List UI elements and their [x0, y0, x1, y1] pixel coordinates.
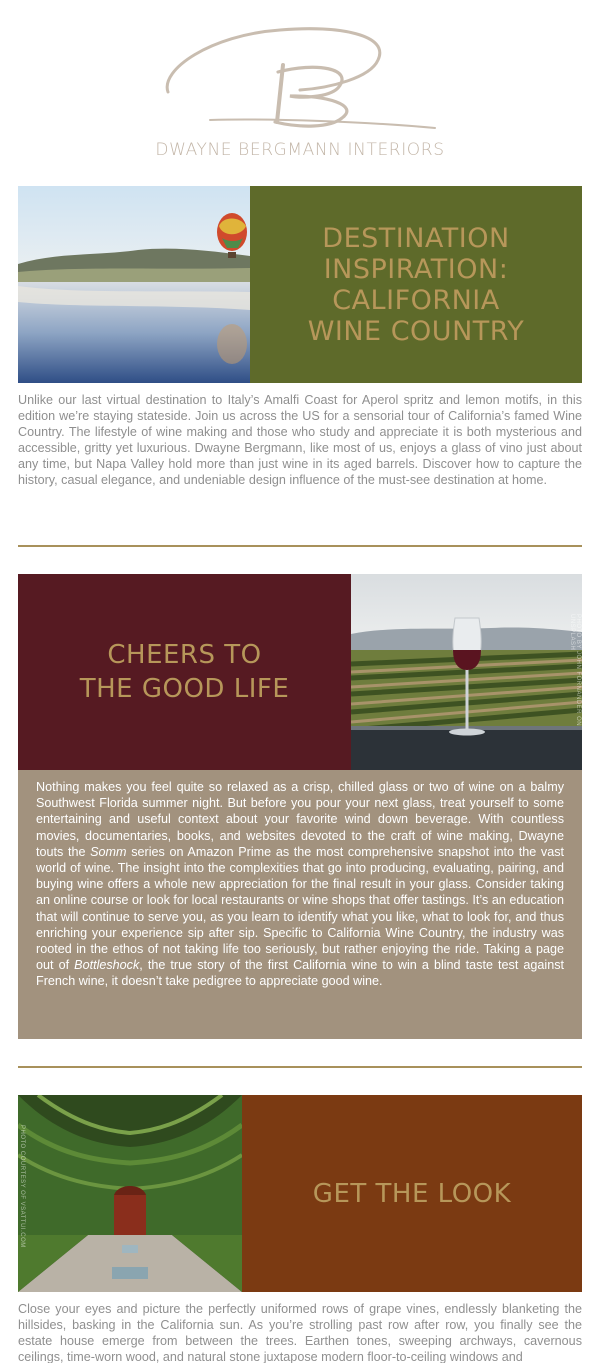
get-the-look-title-panel [242, 1095, 582, 1292]
get-the-look-hero [18, 1095, 582, 1292]
cheers-title-panel [18, 574, 351, 770]
photo-credit: PHOTO COURTESY OF VSATTUI.COM [19, 1125, 25, 1248]
section-divider [18, 1066, 582, 1068]
brand-name: DWAYNE BERGMANN INTERIORS [155, 140, 445, 160]
destination-title-panel [250, 186, 582, 383]
cheers-paragraph: Nothing makes you feel quite so relaxed as a crisp, chilled glass or two of wine on a balmy Southwest Florida summer night. But before you pour your next glass, treat yourself to some entertaining and useful context about your favorite wind down beverage. With countless movies, documentaries, books, and websites devoted to the craft of wine making, Dwayne touts the Somm series on Amazon Prime as the most comprehensive snapshot into the vast world of wine. The insight into the complexities that go into producing, evaluating, pairing, and buying wine offers a whole new appreciation for the final result in your glass. Consider taking an online course or look for local restaurants or wine shops that offer tastings. It’s an education that will continue to serve you, as you learn to identify what you like, what to look for, and thus enriching your experience sip after sip. Specific to California Wine Country, the industry was rooted in the ethos of not taking life too seriously, but rather enjoying the ride. Taking a page out of Bottleshock, the true story of the first California wine to win a blind taste test against French wine, it doesn’t take pedigree to appreciate good wine. [36, 780, 564, 989]
destination-hero [18, 186, 582, 383]
get-the-look-paragraph: Close your eyes and picture the perfectly uniformed rows of grape vines, endlessly blanketing the hillsides, basking in the California sun. As you’re strolling past row after row, you finally see the estate house emerge from between the trees. Earthen tones, sweeping archways, cavernous ceilings, time-worn wood, and natural stone juxtapose modern floor-to-ceiling windows and [18, 1302, 582, 1363]
section-divider [18, 545, 582, 547]
photo-credit: PHOTO BY JOHN FORNANDER ON UNSPLASH [569, 614, 581, 727]
intro-paragraph: Unlike our last virtual destination to Italy’s Amalfi Coast for Aperol spritz and lemon motifs, in this edition we’re staying stateside. Join us across the US for a sensorial tour of California’s famed Wine Country. The lifestyle of wine making and those who study and appreciate it is both mysterious and accessible, gritty yet luxurious. Dwayne Bergmann, like most of us, enjoys a glass of vino just about any time, but Napa Valley hold more than just wine in its aged barrels. Discover how to capture the history, casual elegance, and undeniable design influence of the must-see destination at home. [18, 393, 582, 487]
vineyard-wineglass-photo [351, 574, 582, 770]
brand-header [0, 0, 600, 175]
db-monogram-icon [150, 10, 450, 135]
cheers-title: CHEERS TO THE GOOD LIFE [79, 640, 290, 704]
lake-balloon-photo [18, 186, 250, 383]
cheers-hero [18, 574, 582, 770]
destination-title: DESTINATION INSPIRATION: CALIFORNIA WINE COUNTRY [307, 222, 525, 347]
cheers-body-box [18, 770, 582, 1039]
get-the-look-title: GET THE LOOK [312, 1178, 512, 1209]
vine-archway-photo [18, 1095, 242, 1292]
